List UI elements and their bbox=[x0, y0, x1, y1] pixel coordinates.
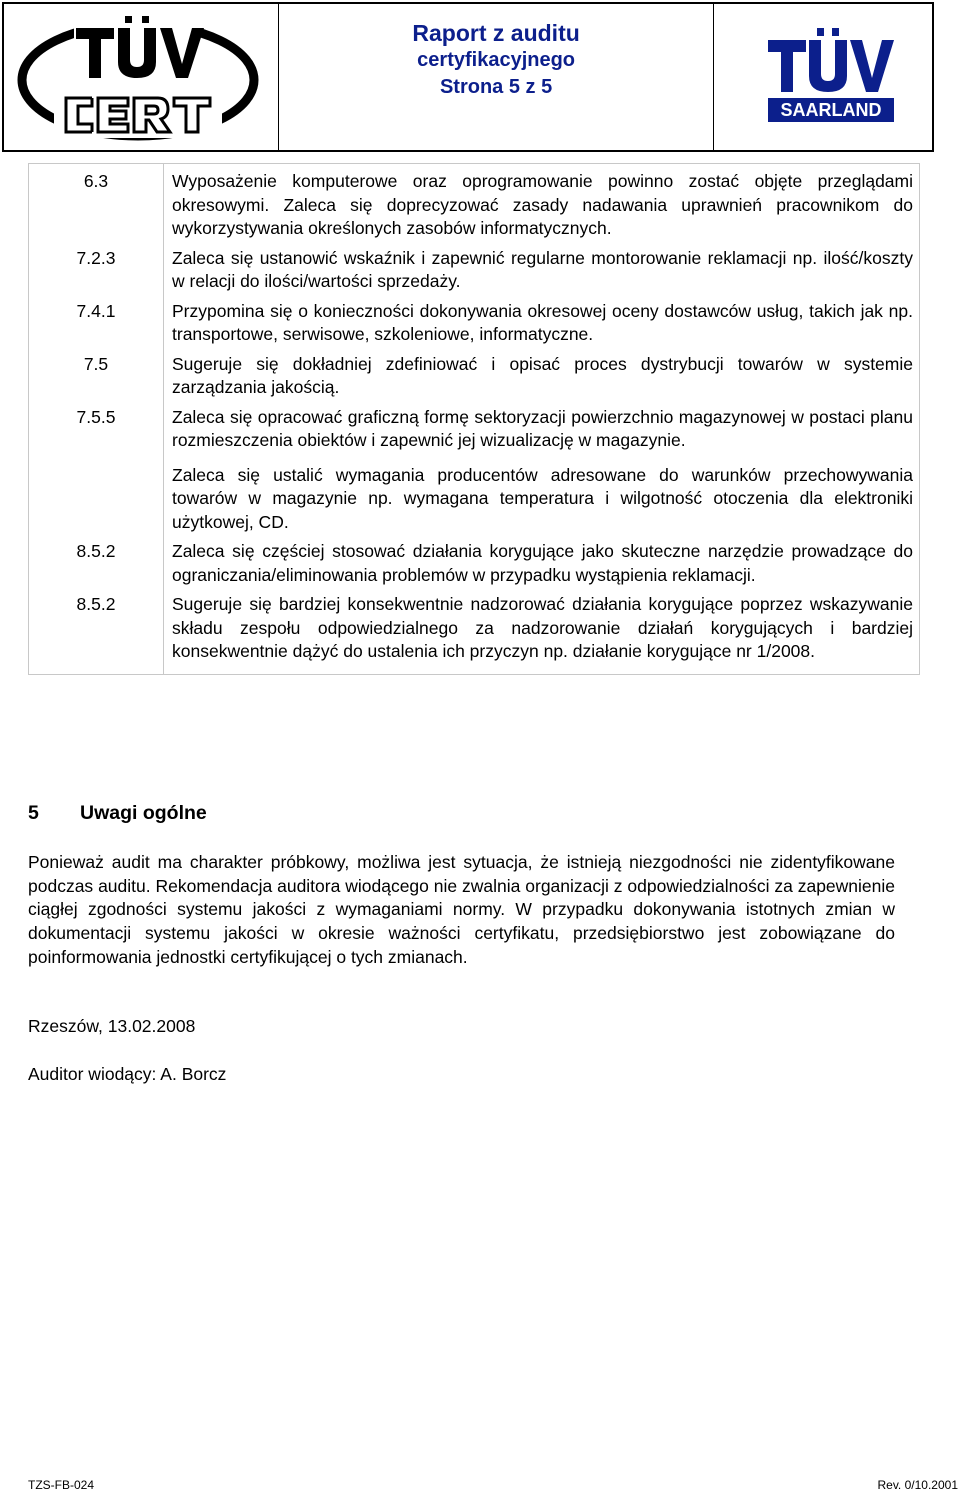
section-title: Uwagi ogólne bbox=[80, 802, 207, 824]
clause-number: 7.5.5 bbox=[29, 400, 164, 535]
recommendations-table bbox=[28, 163, 920, 675]
clause-number: 8.5.2 bbox=[29, 587, 164, 674]
place-and-date: Rzeszów, 13.02.2008 bbox=[28, 1016, 196, 1036]
finding-text bbox=[164, 294, 920, 347]
section-heading bbox=[28, 802, 207, 825]
section-number: 5 bbox=[28, 802, 39, 824]
table-row bbox=[29, 347, 920, 400]
report-title-cell bbox=[279, 4, 714, 150]
clause-number: 7.5 bbox=[29, 347, 164, 400]
finding-paragraph: Zaleca się ustanowić wskaźnik i zapewnić regularne montorowanie reklamacji np. ilość/koszty w relacji do ilości/wartości sprzedaży. bbox=[172, 247, 913, 291]
finding-paragraph: Zaleca się opracować graficzną formę sektoryzacji powierzchnio magazynowej w postaci planu rozmieszczenia obiektów i zapewnić jej wizualizację w magazynie. bbox=[172, 406, 913, 450]
table-row bbox=[29, 294, 920, 347]
finding-paragraph: Sugeruje się bardziej konsekwentnie nadzorować działania korygujące poprzez wskazywanie składu zespołu odpowiedzialnego za nadzorowanie działań korygujących i bardziej konsekwentnie dążyć do ustalenia ich przyczyn np. działanie korygujące nr 1/2008. bbox=[172, 594, 913, 661]
tuv-saarland-logo bbox=[714, 4, 932, 150]
page-indicator: Strona 5 z 5 bbox=[439, 76, 553, 98]
page-header bbox=[2, 2, 934, 152]
revision-label: Rev. 0/10.2001 bbox=[877, 1478, 958, 1492]
report-subtitle: certyfikacyjnego bbox=[417, 49, 576, 71]
clause-number: 7.2.3 bbox=[29, 241, 164, 294]
finding-paragraph: Sugeruje się dokładniej zdefiniować i opisać proces dystrybucji towarów w systemie zarządzania jakością. bbox=[172, 353, 913, 397]
table-row bbox=[29, 241, 920, 294]
table-row bbox=[29, 400, 920, 535]
finding-paragraph: Przypomina się o konieczności dokonywania okresowej oceny dostawców usług, takich jak np. transportowe, serwisowe, szkoleniowe, informatyczne. bbox=[172, 300, 913, 344]
finding-paragraph: Zaleca się ustalić wymagania producentów adresowane do warunków przechowywania towarów w magazynie np. wymagana temperatura i wilgotność otoczenia dla elektroniki użytkowej, CD. bbox=[172, 464, 913, 532]
report-title: Raport z auditu bbox=[412, 20, 580, 46]
clause-number: 8.5.2 bbox=[29, 534, 164, 587]
finding-text bbox=[164, 241, 920, 294]
table-row bbox=[29, 587, 920, 674]
table-row bbox=[29, 534, 920, 587]
table-row bbox=[29, 164, 920, 241]
finding-text bbox=[164, 534, 920, 587]
finding-paragraph: Wyposażenie komputerowe oraz oprogramowanie powinno zostać objęte przeglądami okresowymi. Zaleca się doprecyzować zasady nadawania uprawnień pracownikom do wykorzystywania określonych zasobów informatycznych. bbox=[172, 171, 913, 238]
tuv-cert-logo-cell bbox=[4, 4, 279, 150]
clause-number: 6.3 bbox=[29, 164, 164, 241]
finding-text bbox=[164, 164, 920, 241]
saarland-logo-text: SAARLAND bbox=[780, 100, 882, 120]
finding-paragraph: Zaleca się częściej stosować działania korygujące jako skuteczne narzędzie prowadzące do ograniczania/eliminowania problemów w przypadku wystąpienia reklamacji. bbox=[172, 541, 913, 585]
finding-text bbox=[164, 587, 920, 674]
form-code: TZS-FB-024 bbox=[28, 1478, 95, 1492]
tuv-cert-logo bbox=[4, 4, 278, 150]
finding-text bbox=[164, 347, 920, 400]
lead-auditor: Auditor wiodący: A. Borcz bbox=[28, 1064, 227, 1084]
general-remarks-text: Ponieważ audit ma charakter próbkowy, możliwa jest sytuacja, że istnieją niezgodności nie zidentyfikowane podczas auditu. Rekomendacja auditora wiodącego nie zwalnia organizacji z odpowiedzialności za zapewnienie ciągłej zgodności systemu jakości z wymaganiami normy. W przypadku dokonywania istotnych zmian w dokumentacji systemu jakości w okresie ważności certyfikatu, przedsiębiorstwo jest zobowiązane do poinformowania jednostki certyfikującej o tych zmianach. bbox=[28, 852, 895, 967]
clause-number: 7.4.1 bbox=[29, 294, 164, 347]
finding-text bbox=[164, 400, 920, 535]
tuv-saarland-logo-cell bbox=[714, 4, 932, 150]
